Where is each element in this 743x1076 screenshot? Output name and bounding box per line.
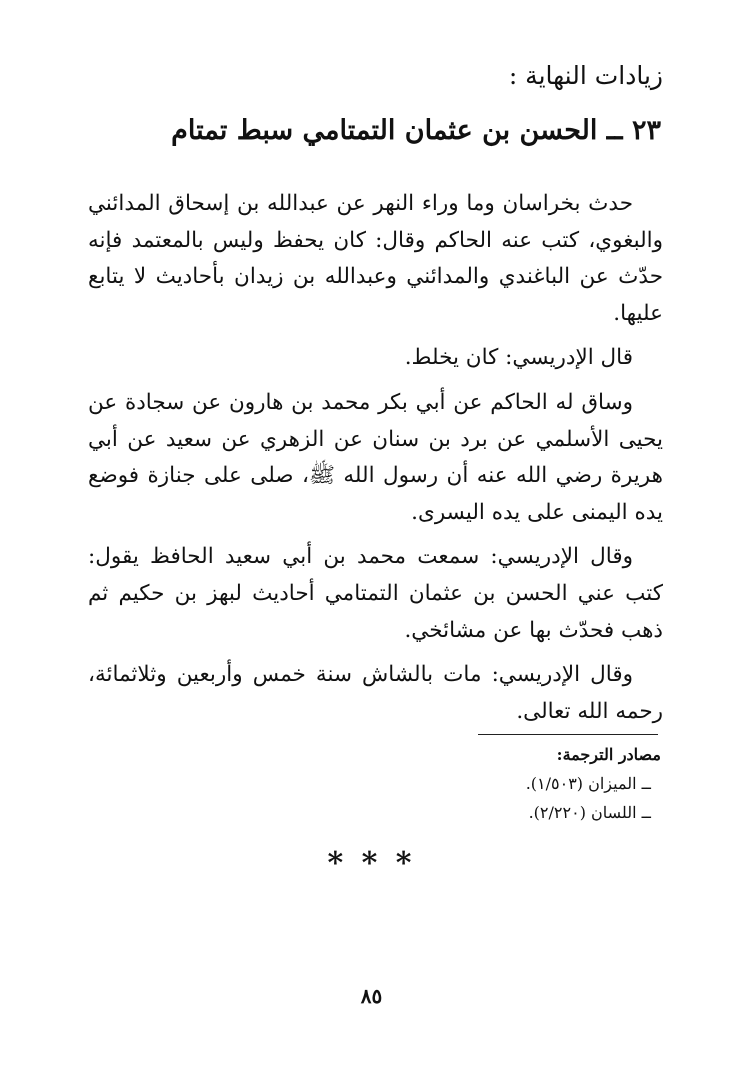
sources-title: مصادر الترجمة:: [556, 745, 661, 764]
paragraph-death-note: وقال الإدريسي: مات بالشاش سنة خمس وأربعين وثلاثمائة، رحمه الله تعالى.: [88, 662, 663, 724]
paragraph-idrisi-report: وقال الإدريسي: سمعت محمد بن أبي سعيد الحافظ يقول: كتب عني الحسن بن عثمان التمتامي أحاديث لبهز بن حكيم ثم ذهب فحدّث بها عن مشائخي.: [88, 544, 663, 643]
source-item: ــ اللسان (٢/٢٢٠).: [528, 803, 651, 822]
footnote-divider: [478, 734, 658, 735]
entry-body: [88, 186, 663, 738]
sources-block: [361, 740, 661, 827]
source-item: ــ الميزان (١/٥٠٣).: [525, 774, 651, 793]
section-title: زيادات النهاية :: [508, 61, 663, 90]
sources-list: [361, 769, 661, 827]
entry-heading: ٢٣ ــ الحسن بن عثمان التمتامي سبط تمتام: [171, 115, 661, 146]
paragraph-idrisi-quote: قال الإدريسي: كان يخلط.: [404, 345, 633, 371]
section-separator: * * *: [327, 846, 416, 881]
page-number: ٨٥: [360, 984, 383, 1008]
paragraph-hadith-narration: وساق له الحاكم عن أبي بكر محمد بن هارون عن سجادة عن يحيى الأسلمي عن برد بن سنان عن الزهري عن سعيد عن أبي هريرة رضي الله عنه أن رسول الله ﷺ، صلى على جنازة فوضع يده اليمنى على يده اليسرى.: [88, 389, 663, 525]
paragraph-biography: حدث بخراسان وما وراء النهر عن عبدالله بن إسحاق المدائني والبغوي، كتب عنه الحاكم وقال: كان يحفظ وليس بالمعتمد فإنه حدّث عن الباغندي والمدائني وعبدالله بن زيدان بأحاديث لا يتابع عليها.: [88, 191, 663, 326]
